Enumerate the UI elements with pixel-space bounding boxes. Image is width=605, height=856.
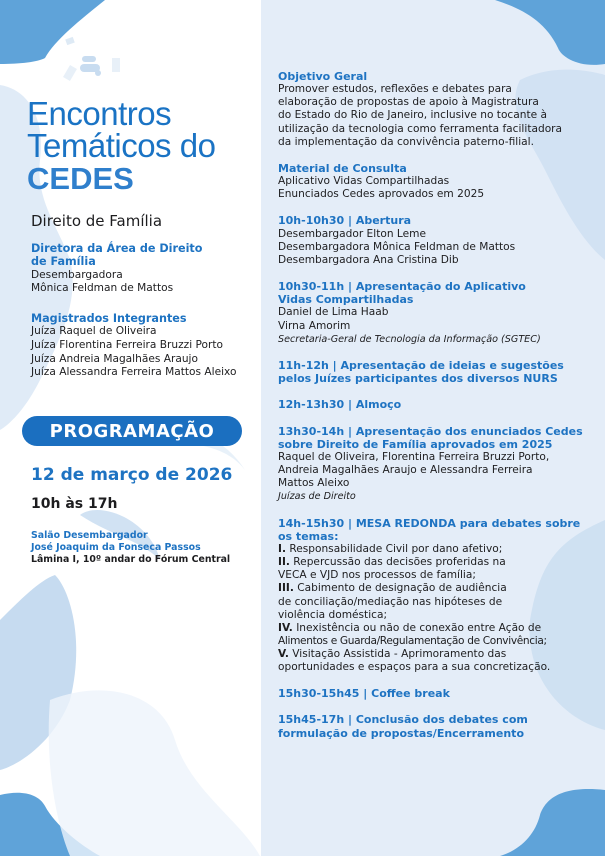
- programacao-badge: PROGRAMAÇÃO: [22, 416, 242, 446]
- topic-continuation: VECA e VJD nos processos de família;: [278, 569, 476, 582]
- schedule-heading: 15h45-17h | Conclusão dos debates com: [278, 713, 528, 727]
- schedule-heading: 12h-13h30 | Almoço: [278, 398, 402, 412]
- topic-number: I.: [278, 543, 286, 556]
- topic-number: V.: [278, 647, 289, 660]
- speaker: Andreia Magalhães Araujo e Alessandra Ferreira: [278, 464, 533, 477]
- magistrate-item: Juíza Florentina Ferreira Bruzzi Porto: [31, 339, 223, 351]
- magistrate-item: Juíza Alessandra Ferreira Mattos Aleixo: [31, 366, 237, 379]
- schedule-heading: 10h30-11h | Apresentação do Aplicativo: [278, 279, 526, 293]
- venue-line-1: Salão Desembargador: [31, 530, 148, 541]
- director-heading-1: Diretora da Área de Direito: [31, 242, 203, 255]
- schedule-item-conclusao: [278, 713, 600, 740]
- material-item: Aplicativo Vidas Compartilhadas: [278, 175, 450, 188]
- venue-line-3: Lâmina I, 10º andar do Fórum Central: [31, 554, 231, 566]
- topic-continuation: oportunidades e espaços para a sua concretização.: [278, 661, 551, 673]
- schedule-heading: 13h30-14h | Apresentação dos enunciados Cedes: [278, 424, 583, 438]
- topic-number: III.: [278, 582, 294, 595]
- schedule-item-ideias: [278, 359, 600, 386]
- schedule-item-coffee: [278, 687, 600, 700]
- speaker-affiliation: Juízas de Direito: [278, 491, 356, 503]
- speaker: Daniel de Lima Haab: [278, 306, 389, 319]
- speaker: Raquel de Oliveira, Florentina Ferreira Bruzzi Porto,: [278, 451, 550, 464]
- event-subtitle: Direito de Família: [31, 212, 163, 230]
- program-details: [278, 70, 600, 753]
- material-heading: Material de Consulta: [278, 161, 407, 175]
- speaker: Desembargadora Ana Cristina Dib: [278, 253, 459, 266]
- magistrates-heading: Magistrados Integrantes: [31, 312, 187, 325]
- speaker: Desembargador Elton Leme: [278, 227, 426, 240]
- speaker-affiliation: Secretaria-Geral de Tecnologia da Informação (SGTEC): [278, 333, 541, 345]
- schedule-item-aplicativo: [278, 280, 600, 346]
- material-item: Enunciados Cedes aprovados em 2025: [278, 188, 485, 201]
- objetivo-line: da implementação da convivência paterno-filial.: [278, 135, 534, 148]
- director-section: [31, 242, 261, 296]
- schedule-heading: 11h-12h | Apresentação de ideias e sugestões: [278, 358, 564, 372]
- speaker: Desembargadora Mônica Feldman de Mattos: [278, 240, 516, 253]
- director-heading-2: de Família: [31, 255, 96, 269]
- objetivo-section: [278, 70, 600, 149]
- schedule-heading: 15h30-15h45 | Coffee break: [278, 687, 450, 701]
- event-title: [27, 95, 267, 196]
- director-line: Desembargadora: [31, 268, 123, 281]
- title-line-2: Temáticos do: [27, 127, 216, 164]
- schedule-heading: Vidas Compartilhadas: [278, 293, 414, 307]
- objetivo-line: elaboração de propostas de apoio à Magistratura: [278, 96, 539, 109]
- objetivo-line: utilização da tecnologia como ferramenta facilitadora: [278, 122, 563, 135]
- topic-item: I. Responsabilidade Civil por dano afetivo;: [278, 543, 503, 556]
- schedule-heading: sobre Direito de Família aprovados em 2025: [278, 437, 553, 451]
- topic-number: IV.: [278, 621, 293, 634]
- schedule-item-abertura: [278, 214, 600, 267]
- title-cedes: CEDES: [27, 161, 134, 196]
- director-line: Mônica Feldman de Mattos: [31, 282, 174, 295]
- speaker: Mattos Aleixo: [278, 477, 350, 490]
- schedule-item-mesa-redonda: [278, 517, 600, 675]
- topic-number: II.: [278, 556, 290, 569]
- topic-item: III. Cabimento de designação de audiência: [278, 582, 507, 595]
- schedule-item-enunciados: [278, 425, 600, 504]
- magistrates-section: [31, 312, 261, 380]
- schedule-heading: 10h-10h30 | Abertura: [278, 214, 412, 228]
- magistrate-item: Juíza Raquel de Oliveira: [31, 325, 157, 338]
- speaker: Virna Amorim: [278, 319, 351, 332]
- event-date: 12 de março de 2026: [31, 465, 233, 485]
- topic-item: II. Repercussão das decisões proferidas na: [278, 556, 506, 569]
- schedule-heading: pelos Juízes participantes dos diversos NURS: [278, 372, 558, 385]
- event-venue: [31, 530, 230, 567]
- schedule-heading: 14h-15h30 | MESA REDONDA para debates sobre: [278, 516, 581, 530]
- schedule-heading: formulação de propostas/Encerramento: [278, 726, 524, 740]
- venue-line-2: José Joaquim da Fonseca Passos: [31, 542, 201, 554]
- topic-item: V. Visitação Assistida - Aprimoramento das: [278, 647, 507, 660]
- topic-continuation: de conciliação/mediação nas hipóteses de: [278, 595, 503, 608]
- magistrate-item: Juíza Andreia Magalhães Araujo: [31, 352, 198, 365]
- topic-item: IV. Inexistência ou não de conexão entre Ação de: [278, 621, 542, 634]
- objetivo-heading: Objetivo Geral: [278, 70, 368, 83]
- title-line-1: Encontros: [27, 95, 172, 132]
- topic-continuation: Alimentos e Guarda/Regulamentação de Convivência;: [278, 634, 547, 647]
- objetivo-line: do Estado do Rio de Janeiro, inclusive no tocante à: [278, 109, 547, 122]
- event-time: 10h às 17h: [31, 496, 118, 512]
- material-section: [278, 162, 600, 201]
- schedule-heading: os temas:: [278, 529, 339, 543]
- schedule-item-almoco: [278, 398, 600, 411]
- topic-continuation: violência doméstica;: [278, 608, 388, 621]
- objetivo-line: Promover estudos, reflexões e debates para: [278, 83, 512, 96]
